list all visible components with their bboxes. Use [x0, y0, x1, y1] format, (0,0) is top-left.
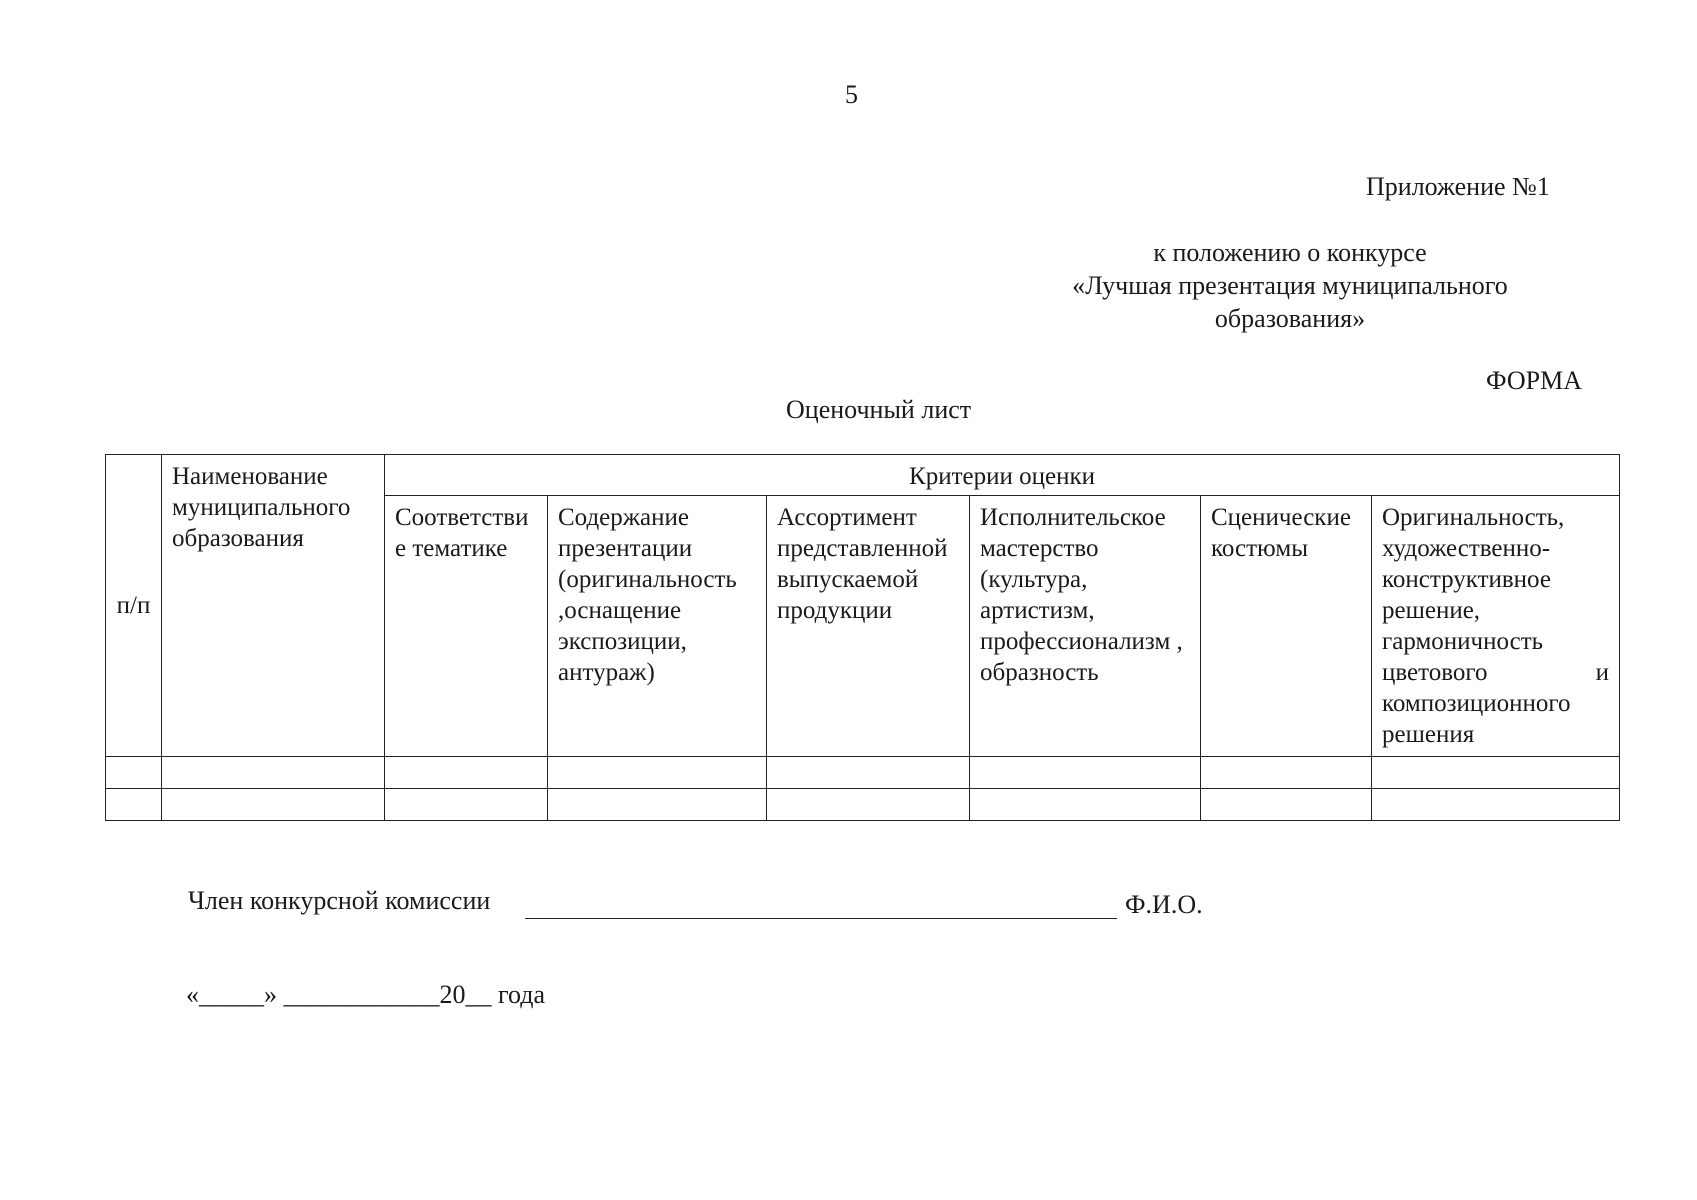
criterion-originality-word: цветового: [1382, 659, 1488, 686]
criterion-originality: [1372, 496, 1620, 757]
table-cell[interactable]: [1372, 789, 1620, 821]
table-cell[interactable]: [162, 789, 385, 821]
column-header-number: п/п: [106, 455, 162, 757]
table-cell[interactable]: [970, 789, 1201, 821]
table-cell[interactable]: [106, 789, 162, 821]
column-header-municipality: Наименование муниципального образования: [162, 455, 385, 757]
table-cell[interactable]: [1372, 757, 1620, 789]
table-cell[interactable]: [106, 757, 162, 789]
reference-line: образования»: [1214, 304, 1366, 333]
table-cell[interactable]: [548, 789, 767, 821]
evaluation-table: [105, 454, 1620, 821]
table-cell[interactable]: [767, 757, 970, 789]
commission-member-label: Член конкурсной комиссии: [188, 886, 491, 915]
table-cell[interactable]: [1201, 789, 1372, 821]
table-row: [106, 757, 1620, 789]
reference-line: к положению о конкурсе: [1153, 238, 1427, 267]
signature-line[interactable]: [525, 888, 1117, 919]
table-cell[interactable]: [970, 757, 1201, 789]
criterion-costumes: Сценические костюмы: [1201, 496, 1372, 757]
criteria-group-header: Критерии оценки: [385, 455, 1620, 496]
criterion-performance: Исполнительское мастерство (культура, артистизм, профессионализм , образность: [970, 496, 1201, 757]
criterion-content: Содержание презентации (оригинальность ,оснащение экспозиции, антураж): [548, 496, 767, 757]
criterion-theme: Соответствие тематике: [385, 496, 548, 757]
table-row: [106, 789, 1620, 821]
criterion-assortment: Ассортимент представленной выпускаемой продукции: [767, 496, 970, 757]
table-cell[interactable]: [1201, 757, 1372, 789]
regulation-reference: [1020, 236, 1560, 335]
criterion-originality-text: композиционного решения: [1382, 690, 1571, 748]
sheet-title: Оценочный лист: [786, 395, 972, 424]
fio-label: Ф.И.О.: [1125, 890, 1203, 919]
table-cell[interactable]: [162, 757, 385, 789]
criterion-originality-word: и: [1595, 659, 1610, 686]
table-cell[interactable]: [385, 789, 548, 821]
reference-line: «Лучшая презентация муниципального: [1072, 271, 1508, 300]
criterion-originality-text: Оригинальность, художественно-конструктивное решение, гармоничность: [1382, 504, 1565, 655]
date-line: «_____» ____________20__ года: [186, 980, 546, 1009]
appendix-label: Приложение №1: [1366, 172, 1550, 201]
table-cell[interactable]: [548, 757, 767, 789]
table-cell[interactable]: [767, 789, 970, 821]
form-label: ФОРМА: [1486, 366, 1582, 395]
table-cell[interactable]: [385, 757, 548, 789]
page-number: 5: [845, 80, 858, 109]
